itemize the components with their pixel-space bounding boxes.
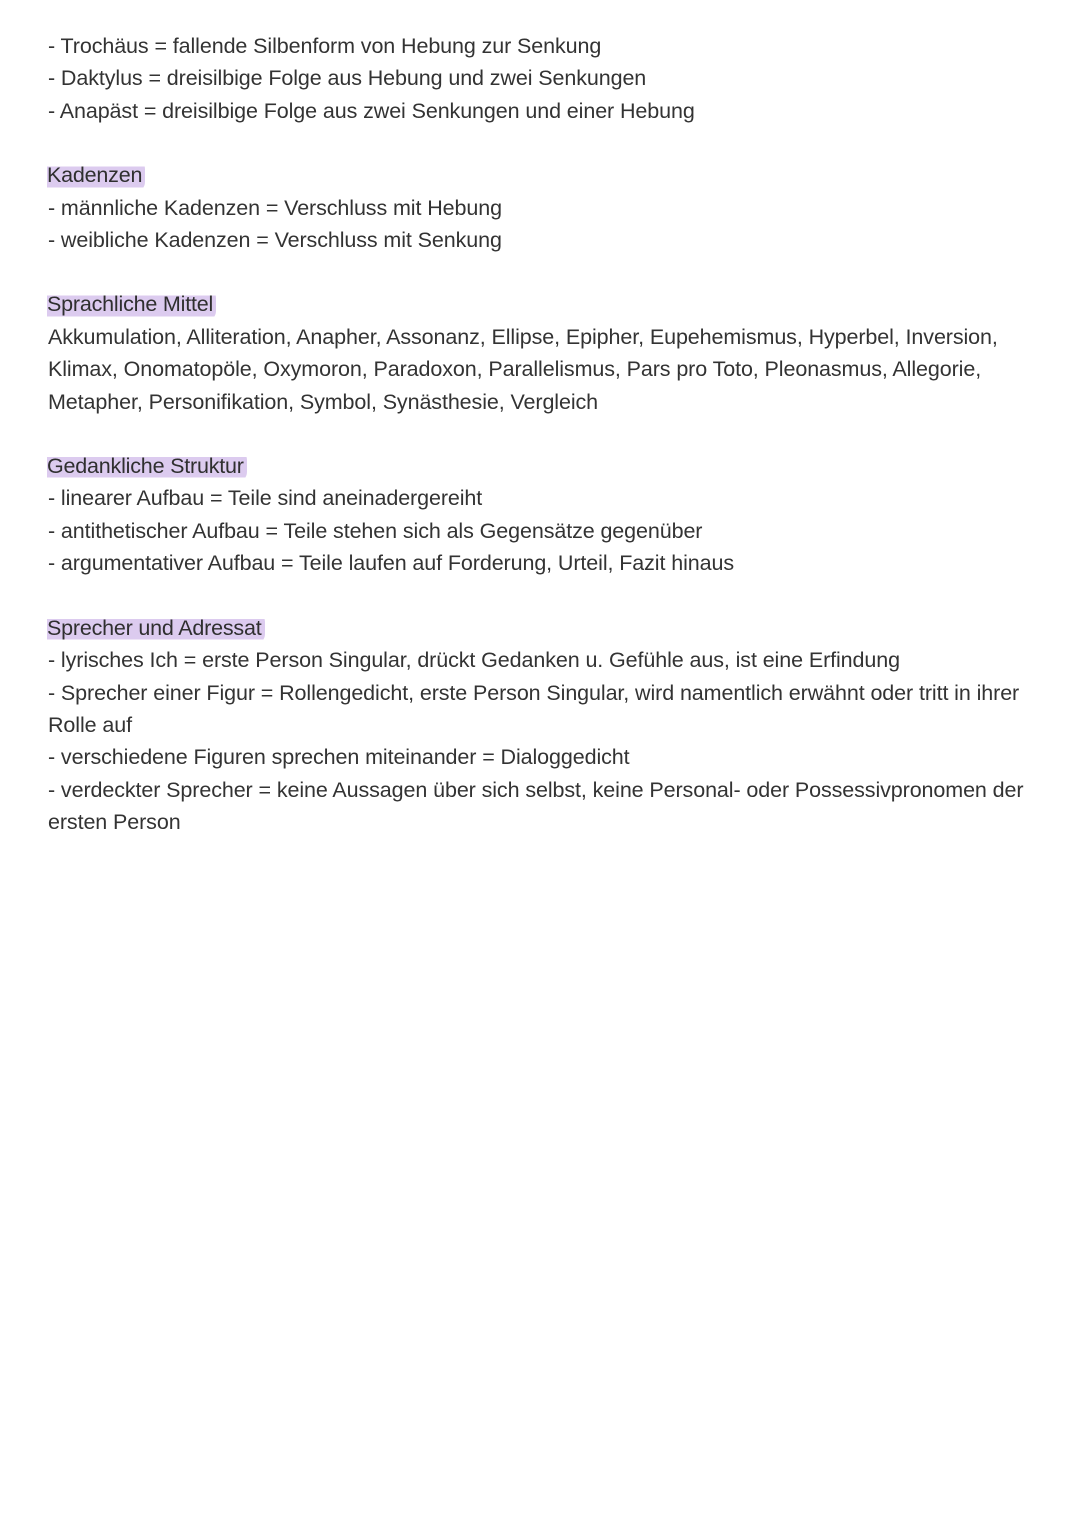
- text-line: Klimax, Onomatopöle, Oxymoron, Paradoxon, Parallelismus, Pars pro Toto, Pleonasmus, Allegorie,: [48, 357, 982, 382]
- text-line: ersten Person: [48, 810, 181, 835]
- text-line: - weibliche Kadenzen = Verschluss mit Senkung: [48, 228, 502, 253]
- text-line: - lyrisches Ich = erste Person Singular, drückt Gedanken u. Gefühle aus, ist eine Erfindung: [48, 648, 900, 673]
- section-heading: Kadenzen: [47, 159, 145, 191]
- section-kadenzen: [48, 159, 1032, 256]
- section-heading: Sprachliche Mittel: [47, 288, 216, 320]
- document-page: [48, 30, 1032, 839]
- text-line: - männliche Kadenzen = Verschluss mit Hebung: [48, 195, 502, 220]
- section-heading: Gedankliche Struktur: [47, 450, 247, 482]
- text-line: - verdeckter Sprecher = keine Aussagen über sich selbst, keine Personal- oder Possessivpronomen der: [48, 777, 1024, 802]
- section-sprachliche-mittel: [48, 288, 1032, 418]
- text-line: Metapher, Personifikation, Symbol, Synästhesie, Vergleich: [48, 389, 599, 414]
- text-line: - Daktylus = dreisilbige Folge aus Hebung und zwei Senkungen: [48, 66, 647, 91]
- section-sprecher-adressat: [48, 612, 1032, 839]
- section-heading: Sprecher und Adressat: [47, 612, 265, 644]
- section-versmasse: [48, 30, 1032, 127]
- text-line: - argumentativer Aufbau = Teile laufen auf Forderung, Urteil, Fazit hinaus: [48, 551, 734, 576]
- text-line: Akkumulation, Alliteration, Anapher, Assonanz, Ellipse, Epipher, Eupehemismus, Hyperbel, Inversion,: [48, 324, 998, 349]
- section-gedankliche-struktur: [48, 450, 1032, 580]
- text-line: - antithetischer Aufbau = Teile stehen sich als Gegensätze gegenüber: [48, 518, 703, 543]
- text-line: Rolle auf: [48, 712, 132, 737]
- text-line: - verschiedene Figuren sprechen miteinander = Dialoggedicht: [48, 745, 630, 770]
- text-line: - linearer Aufbau = Teile sind aneinadergereiht: [48, 486, 483, 511]
- text-line: - Anapäst = dreisilbige Folge aus zwei Senkungen und einer Hebung: [48, 98, 695, 123]
- text-line: - Trochäus = fallende Silbenform von Hebung zur Senkung: [48, 34, 602, 58]
- text-line: - Sprecher einer Figur = Rollengedicht, erste Person Singular, wird namentlich erwähnt oder tritt in ihrer: [48, 680, 1020, 705]
